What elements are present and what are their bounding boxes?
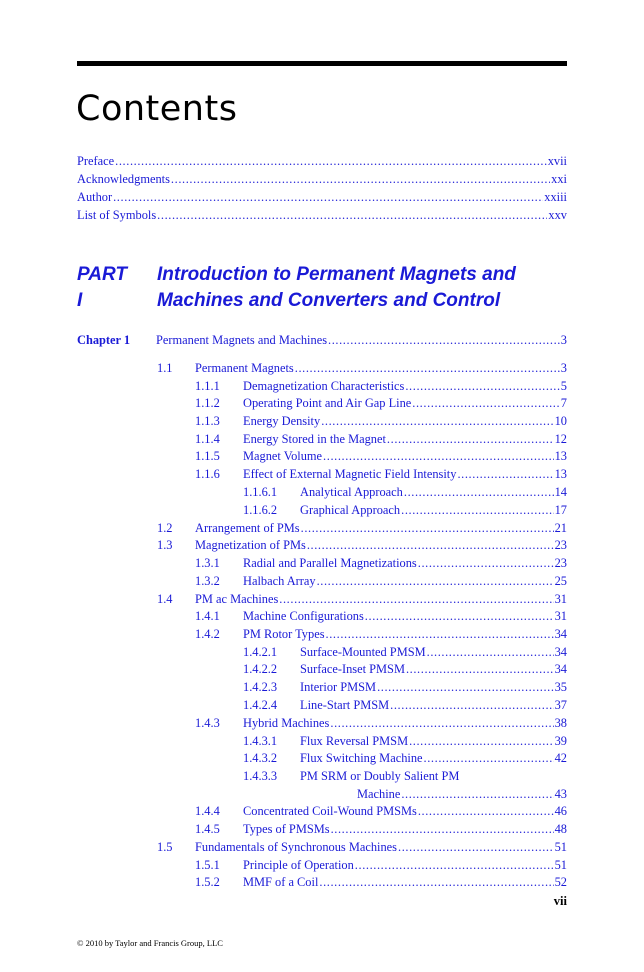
toc-entry-number: 1.4.1 <box>195 609 220 623</box>
toc-entry[interactable] <box>195 414 567 429</box>
dot-leader <box>406 662 554 677</box>
toc-entry-page: xvii <box>547 154 567 168</box>
toc-entry-title: Interior PMSM <box>300 680 377 694</box>
toc-entry-title: Magnetization of PMs <box>195 538 306 552</box>
toc-entry-page: 43 <box>554 786 567 801</box>
toc-entry[interactable] <box>195 449 567 464</box>
chapter-title: Permanent Magnets and Machines <box>156 333 328 347</box>
dot-leader <box>398 840 554 855</box>
toc-entry-page: 51 <box>554 858 567 872</box>
toc-entry-number: 1.1.1 <box>195 379 220 393</box>
toc-entry[interactable] <box>157 361 567 376</box>
toc-entry-number: 1.1.6.1 <box>243 485 278 499</box>
toc-entry[interactable] <box>195 396 567 411</box>
toc-entry-number: 1.1.3 <box>195 414 220 428</box>
toc-entry-page: 10 <box>554 414 567 428</box>
toc-entry-page: 14 <box>554 485 567 499</box>
toc-entry-number: 1.4.2 <box>195 627 220 641</box>
toc-entry[interactable] <box>243 503 567 518</box>
toc-entry-page: 51 <box>554 840 567 854</box>
toc-entry-number: 1.4.5 <box>195 822 220 836</box>
toc-entry-page: 3 <box>560 333 567 347</box>
toc-entry[interactable] <box>243 680 567 695</box>
toc-entry-title: List of Symbols <box>77 208 157 222</box>
dot-leader <box>328 333 560 348</box>
dot-leader <box>409 734 554 749</box>
dot-leader <box>401 503 553 518</box>
toc-entry-number: 1.5.1 <box>195 858 220 872</box>
toc-entry-page: 34 <box>554 645 567 659</box>
dot-leader <box>330 716 553 731</box>
toc-entry[interactable] <box>195 609 567 624</box>
dot-leader <box>405 379 559 394</box>
dot-leader <box>295 361 560 376</box>
page-title: Contents <box>76 89 238 129</box>
toc-entry-title: Flux Switching Machine <box>300 751 423 765</box>
toc-entry-title: Permanent Magnets <box>195 361 294 375</box>
dot-leader <box>115 154 547 169</box>
toc-entry-title: PM ac Machines <box>195 592 279 606</box>
dot-leader <box>457 467 553 482</box>
toc-entry-title: Magnet Volume <box>243 449 323 463</box>
dot-leader <box>412 396 560 411</box>
toc-entry[interactable] <box>195 574 567 589</box>
dot-leader <box>157 208 547 223</box>
toc-entry[interactable] <box>157 521 567 536</box>
toc-entry-page: 35 <box>554 680 567 694</box>
toc-entry-page: 12 <box>554 432 567 446</box>
toc-entry-title-continued: Machine <box>357 786 401 801</box>
toc-entry-title: Demagnetization Characteristics <box>243 379 405 393</box>
toc-entry-title: Arrangement of PMs <box>195 521 300 535</box>
toc-entry[interactable] <box>195 716 567 731</box>
toc-entry-page: 38 <box>554 716 567 730</box>
toc-entry-number: 1.4.4 <box>195 804 220 818</box>
dot-leader <box>427 645 554 660</box>
toc-entry-page: 23 <box>554 538 567 552</box>
page-number: vii <box>553 894 567 908</box>
toc-entry-number: 1.4.3 <box>195 716 220 730</box>
toc-entry-page: 5 <box>560 379 567 393</box>
toc-entry-number: 1.1.4 <box>195 432 220 446</box>
toc-entry-page: 42 <box>554 751 567 765</box>
toc-entry-title: Line-Start PMSM <box>300 698 390 712</box>
toc-entry-page: 23 <box>554 556 567 570</box>
toc-entry-number: 1.3.1 <box>195 556 220 570</box>
toc-entry-page: 34 <box>554 627 567 641</box>
toc-entry-title: Graphical Approach <box>300 503 401 517</box>
toc-entry[interactable] <box>195 627 567 642</box>
toc-entry[interactable] <box>243 662 567 677</box>
toc-entry-title: PM SRM or Doubly Salient PM <box>300 769 460 783</box>
toc-entry-number: 1.2 <box>157 521 173 535</box>
toc-entry[interactable] <box>243 698 567 713</box>
toc-entry-title: Hybrid Machines <box>243 716 330 730</box>
dot-leader <box>317 574 554 589</box>
toc-entry-number: 1.1.5 <box>195 449 220 463</box>
toc-entry-page: xxv <box>548 208 567 222</box>
dot-leader <box>319 875 553 890</box>
dot-leader <box>321 414 553 429</box>
toc-entry[interactable] <box>195 804 567 819</box>
toc-entry-title: Radial and Parallel Magnetizations <box>243 556 417 570</box>
toc-entry-page: 7 <box>560 396 567 410</box>
toc-entry-title: Concentrated Coil-Wound PMSMs <box>243 804 417 818</box>
toc-entry-number: 1.4.2.3 <box>243 680 278 694</box>
dot-leader <box>418 804 554 819</box>
toc-entry-title: Author <box>77 190 113 204</box>
toc-entry-title: Types of PMSMs <box>243 822 330 836</box>
toc-entry[interactable] <box>195 556 567 571</box>
toc-entry-page: xxi <box>551 172 567 186</box>
toc-entry-chapter-1[interactable] <box>77 333 567 348</box>
toc-entry-acknowledgments[interactable] <box>77 172 567 187</box>
dot-leader <box>401 787 553 802</box>
toc-entry-title: Flux Reversal PMSM <box>300 734 409 748</box>
toc-entry[interactable] <box>243 751 567 766</box>
dot-leader <box>171 172 550 187</box>
part-label: PART I <box>77 264 127 311</box>
toc-entry[interactable] <box>157 840 567 855</box>
toc-entry[interactable] <box>243 485 567 500</box>
toc-entry-title: Preface <box>77 154 115 168</box>
toc-entry-continuation[interactable] <box>357 787 567 802</box>
toc-entry[interactable] <box>195 379 567 394</box>
toc-entry[interactable] <box>243 769 459 784</box>
toc-entry[interactable] <box>157 538 567 553</box>
toc-entry-title: Surface-Mounted PMSM <box>300 645 426 659</box>
toc-entry-title: Principle of Operation <box>243 858 354 872</box>
dot-leader <box>355 858 554 873</box>
top-rule <box>77 61 567 66</box>
toc-entry-number: 1.1.6.2 <box>243 503 278 517</box>
dot-leader <box>424 751 554 766</box>
dot-leader <box>390 698 553 713</box>
dot-leader <box>113 190 543 205</box>
dot-leader <box>279 592 553 607</box>
toc-entry-page: 46 <box>554 804 567 818</box>
toc-entry-number: 1.3 <box>157 538 173 552</box>
toc-entry-title: Energy Stored in the Magnet <box>243 432 386 446</box>
toc-entry-page: 52 <box>554 875 567 889</box>
dot-leader <box>377 680 554 695</box>
copyright-notice: © 2010 by Taylor and Francis Group, LLC <box>77 938 223 948</box>
dot-leader <box>418 556 554 571</box>
part-title: Introduction to Permanent Magnets and Machines and Converters and Control <box>157 264 516 311</box>
toc-entry-title: Halbach Array <box>243 574 316 588</box>
dot-leader <box>326 627 554 642</box>
toc-entry-page: 31 <box>554 592 567 606</box>
toc-entry-page: 3 <box>560 361 567 375</box>
toc-entry-page: 13 <box>554 467 567 481</box>
toc-entry[interactable] <box>243 734 567 749</box>
dot-leader <box>365 609 554 624</box>
dot-leader <box>307 538 554 553</box>
toc-entry-page: 37 <box>554 698 567 712</box>
toc-entry-number: 1.5.2 <box>195 875 220 889</box>
toc-entry-author[interactable] <box>77 190 567 205</box>
toc-entry-title: PM Rotor Types <box>243 627 325 641</box>
toc-entry-number: 1.4.2.1 <box>243 645 278 659</box>
toc-entry-number: 1.1.2 <box>195 396 220 410</box>
toc-entry-title: MMF of a Coil <box>243 875 319 889</box>
dot-leader <box>404 485 554 500</box>
toc-entry-page: 48 <box>554 822 567 836</box>
toc-entry-list-of-symbols[interactable] <box>77 208 567 223</box>
toc-entry-number: 1.1 <box>157 361 173 375</box>
toc-entry-title: Energy Density <box>243 414 321 428</box>
toc-entry[interactable] <box>243 645 567 660</box>
toc-entry-page: 17 <box>554 503 567 517</box>
dot-leader <box>331 822 554 837</box>
dot-leader <box>387 432 554 447</box>
toc-entry-title: Effect of External Magnetic Field Intensity <box>243 467 457 481</box>
toc-entry-number: 1.4.3.3 <box>243 769 278 783</box>
toc-entry-title: Acknowledgments <box>77 172 170 186</box>
chapter-label: Chapter 1 <box>77 333 131 347</box>
toc-entry[interactable] <box>195 822 567 837</box>
toc-entry-title: Surface-Inset PMSM <box>300 662 405 676</box>
toc-entry-page: 39 <box>554 734 567 748</box>
toc-entry[interactable] <box>195 875 567 890</box>
toc-entry-page: 31 <box>554 609 567 623</box>
toc-entry-page: 25 <box>554 574 567 588</box>
toc-entry-title: Analytical Approach <box>300 485 403 499</box>
toc-entry[interactable] <box>157 592 567 607</box>
toc-entry-number: 1.5 <box>157 840 173 854</box>
dot-leader <box>323 449 554 464</box>
toc-entry-page: xxiii <box>544 190 567 204</box>
toc-entry-page: 13 <box>554 449 567 463</box>
dot-leader <box>301 521 554 536</box>
toc-entry-title: Operating Point and Air Gap Line <box>243 396 412 410</box>
toc-entry[interactable] <box>195 858 567 873</box>
toc-entry-number: 1.4.3.2 <box>243 751 278 765</box>
toc-entry-number: 1.4 <box>157 592 173 606</box>
toc-entry-number: 1.3.2 <box>195 574 220 588</box>
toc-entry-number: 1.1.6 <box>195 467 220 481</box>
toc-entry-page: 34 <box>554 662 567 676</box>
toc-entry-title: Machine Configurations <box>243 609 364 623</box>
toc-entry-number: 1.4.2.4 <box>243 698 278 712</box>
toc-entry-number: 1.4.3.1 <box>243 734 278 748</box>
toc-entry-preface[interactable] <box>77 154 567 169</box>
toc-entry-page: 21 <box>554 521 567 535</box>
toc-entry[interactable] <box>195 467 567 482</box>
toc-entry[interactable] <box>195 432 567 447</box>
toc-entry-number: 1.4.2.2 <box>243 662 278 676</box>
toc-entry-title: Fundamentals of Synchronous Machines <box>195 840 398 854</box>
